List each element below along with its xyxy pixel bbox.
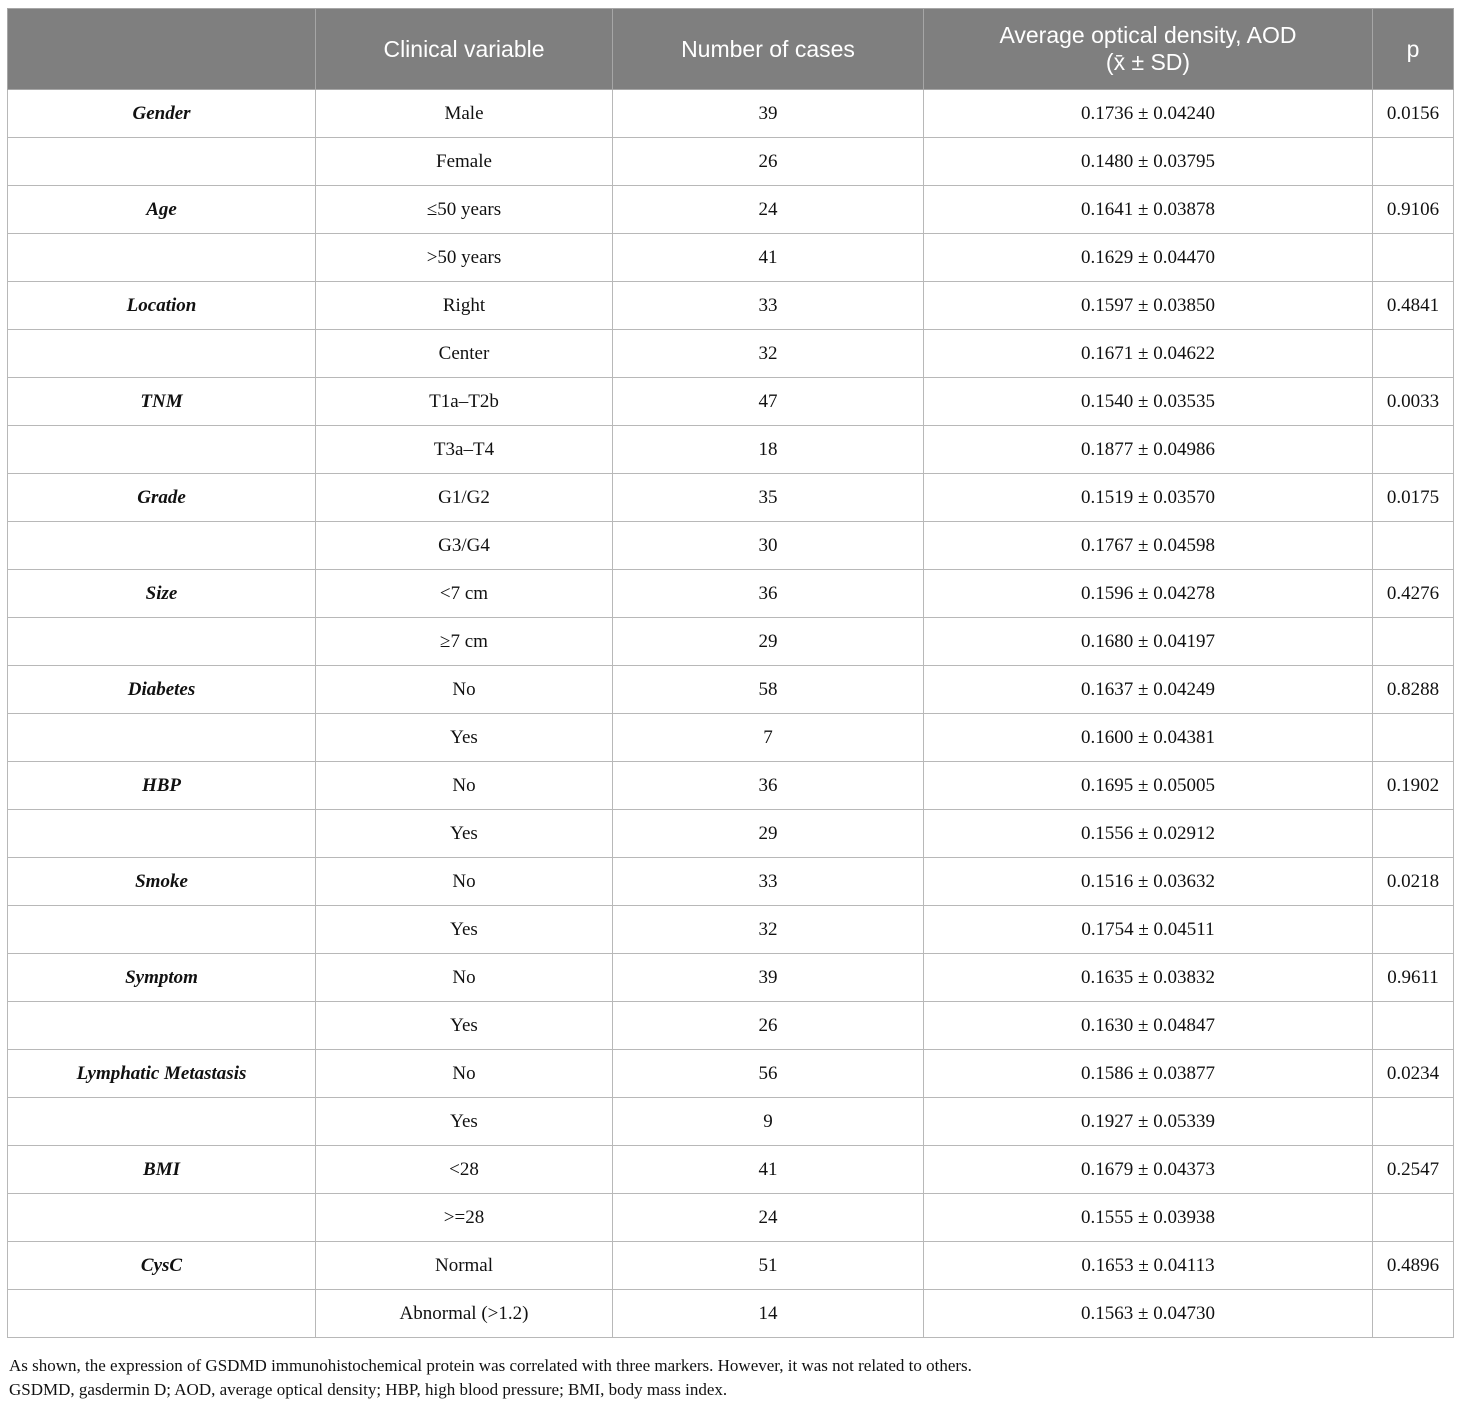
cases-cell: 35 xyxy=(613,474,924,522)
cases-cell: 39 xyxy=(613,90,924,138)
aod-cell: 0.1630 ± 0.04847 xyxy=(924,1002,1373,1050)
cases-cell: 58 xyxy=(613,666,924,714)
cases-cell: 32 xyxy=(613,906,924,954)
table-body xyxy=(8,90,1454,1338)
table-row xyxy=(8,474,1454,522)
cases-cell: 41 xyxy=(613,234,924,282)
variable-cell: HBP xyxy=(8,762,316,810)
p-value-cell: 0.4276 xyxy=(1373,570,1454,618)
cases-cell: 36 xyxy=(613,570,924,618)
table-row xyxy=(8,954,1454,1002)
cases-cell: 29 xyxy=(613,618,924,666)
aod-cell: 0.1877 ± 0.04986 xyxy=(924,426,1373,474)
clinical-variable-cell: No xyxy=(316,1050,613,1098)
p-value-cell: 0.0175 xyxy=(1373,474,1454,522)
variable-cell: Symptom xyxy=(8,954,316,1002)
table-row xyxy=(8,810,1454,858)
clinical-variable-cell: >=28 xyxy=(316,1194,613,1242)
table-row xyxy=(8,522,1454,570)
clinical-variable-cell: Female xyxy=(316,138,613,186)
variable-cell: BMI xyxy=(8,1146,316,1194)
p-value-cell: 0.0234 xyxy=(1373,1050,1454,1098)
cases-cell: 24 xyxy=(613,1194,924,1242)
clinical-variable-cell: T3a–T4 xyxy=(316,426,613,474)
p-value-cell xyxy=(1373,426,1454,474)
clinical-variable-cell: No xyxy=(316,954,613,1002)
p-value-cell: 0.8288 xyxy=(1373,666,1454,714)
variable-cell: Diabetes xyxy=(8,666,316,714)
cases-cell: 36 xyxy=(613,762,924,810)
header-cell-p: p xyxy=(1373,9,1454,90)
table-row xyxy=(8,330,1454,378)
variable-cell: TNM xyxy=(8,378,316,426)
variable-cell: Location xyxy=(8,282,316,330)
header-cell-clinical-variable: Clinical variable xyxy=(316,9,613,90)
cases-cell: 18 xyxy=(613,426,924,474)
clinical-variable-cell: Yes xyxy=(316,1002,613,1050)
table-row xyxy=(8,1050,1454,1098)
table-row xyxy=(8,762,1454,810)
table-row xyxy=(8,1002,1454,1050)
aod-cell: 0.1480 ± 0.03795 xyxy=(924,138,1373,186)
variable-cell xyxy=(8,906,316,954)
cases-cell: 32 xyxy=(613,330,924,378)
cases-cell: 47 xyxy=(613,378,924,426)
variable-cell: Size xyxy=(8,570,316,618)
cases-cell: 24 xyxy=(613,186,924,234)
aod-cell: 0.1635 ± 0.03832 xyxy=(924,954,1373,1002)
table-row xyxy=(8,90,1454,138)
table-row xyxy=(8,234,1454,282)
variable-cell xyxy=(8,138,316,186)
variable-cell xyxy=(8,618,316,666)
clinical-variable-cell: T1a–T2b xyxy=(316,378,613,426)
variable-cell: Lymphatic Metastasis xyxy=(8,1050,316,1098)
p-value-cell xyxy=(1373,810,1454,858)
aod-cell: 0.1653 ± 0.04113 xyxy=(924,1242,1373,1290)
variable-cell xyxy=(8,1290,316,1338)
clinical-variable-cell: Yes xyxy=(316,1098,613,1146)
clinical-variable-cell: Male xyxy=(316,90,613,138)
aod-cell: 0.1519 ± 0.03570 xyxy=(924,474,1373,522)
cases-cell: 26 xyxy=(613,1002,924,1050)
clinical-variable-cell: No xyxy=(316,858,613,906)
table-row xyxy=(8,714,1454,762)
p-value-cell xyxy=(1373,618,1454,666)
cases-cell: 56 xyxy=(613,1050,924,1098)
p-value-cell: 0.0156 xyxy=(1373,90,1454,138)
cases-cell: 9 xyxy=(613,1098,924,1146)
table-row xyxy=(8,906,1454,954)
aod-cell: 0.1736 ± 0.04240 xyxy=(924,90,1373,138)
p-value-cell: 0.4896 xyxy=(1373,1242,1454,1290)
table-row xyxy=(8,1194,1454,1242)
variable-cell xyxy=(8,714,316,762)
p-value-cell xyxy=(1373,1194,1454,1242)
clinical-variable-cell: Abnormal (>1.2) xyxy=(316,1290,613,1338)
p-value-cell: 0.0033 xyxy=(1373,378,1454,426)
clinical-variable-cell: Yes xyxy=(316,906,613,954)
table-row xyxy=(8,1098,1454,1146)
p-value-cell xyxy=(1373,522,1454,570)
variable-cell: Grade xyxy=(8,474,316,522)
table-row xyxy=(8,138,1454,186)
clinical-variable-cell: ≥7 cm xyxy=(316,618,613,666)
footnote-summary: As shown, the expression of GSDMD immunohistochemical protein was correlated with three markers. However, it was not related to others. xyxy=(9,1356,972,1375)
cases-cell: 29 xyxy=(613,810,924,858)
p-value-cell xyxy=(1373,1098,1454,1146)
cases-cell: 30 xyxy=(613,522,924,570)
table-row xyxy=(8,1290,1454,1338)
aod-cell: 0.1680 ± 0.04197 xyxy=(924,618,1373,666)
table-row xyxy=(8,378,1454,426)
clinical-variable-cell: No xyxy=(316,666,613,714)
aod-cell: 0.1556 ± 0.02912 xyxy=(924,810,1373,858)
p-value-cell xyxy=(1373,234,1454,282)
variable-cell xyxy=(8,522,316,570)
variable-cell xyxy=(8,234,316,282)
aod-cell: 0.1597 ± 0.03850 xyxy=(924,282,1373,330)
p-value-cell xyxy=(1373,138,1454,186)
aod-cell: 0.1555 ± 0.03938 xyxy=(924,1194,1373,1242)
cases-cell: 41 xyxy=(613,1146,924,1194)
variable-cell xyxy=(8,1194,316,1242)
header-cell-number-of-cases: Number of cases xyxy=(613,9,924,90)
table-row xyxy=(8,1146,1454,1194)
variable-cell xyxy=(8,1098,316,1146)
p-value-cell: 0.1902 xyxy=(1373,762,1454,810)
aod-cell: 0.1540 ± 0.03535 xyxy=(924,378,1373,426)
table-row xyxy=(8,426,1454,474)
variable-cell: Smoke xyxy=(8,858,316,906)
p-value-cell: 0.9611 xyxy=(1373,954,1454,1002)
aod-cell: 0.1927 ± 0.05339 xyxy=(924,1098,1373,1146)
aod-cell: 0.1586 ± 0.03877 xyxy=(924,1050,1373,1098)
clinical-variable-cell: >50 years xyxy=(316,234,613,282)
aod-cell: 0.1641 ± 0.03878 xyxy=(924,186,1373,234)
table-row xyxy=(8,282,1454,330)
cases-cell: 26 xyxy=(613,138,924,186)
variable-cell xyxy=(8,426,316,474)
p-value-cell: 0.4841 xyxy=(1373,282,1454,330)
p-value-cell xyxy=(1373,330,1454,378)
clinical-variable-cell: <28 xyxy=(316,1146,613,1194)
p-value-cell: 0.2547 xyxy=(1373,1146,1454,1194)
aod-cell: 0.1629 ± 0.04470 xyxy=(924,234,1373,282)
variable-cell xyxy=(8,330,316,378)
cases-cell: 7 xyxy=(613,714,924,762)
p-value-cell xyxy=(1373,1002,1454,1050)
p-value-cell: 0.9106 xyxy=(1373,186,1454,234)
p-value-cell xyxy=(1373,906,1454,954)
p-value-cell xyxy=(1373,714,1454,762)
aod-cell: 0.1754 ± 0.04511 xyxy=(924,906,1373,954)
table-row xyxy=(8,570,1454,618)
aod-cell: 0.1767 ± 0.04598 xyxy=(924,522,1373,570)
header-aod-title: Average optical density, AOD xyxy=(999,22,1297,48)
aod-cell: 0.1671 ± 0.04622 xyxy=(924,330,1373,378)
table-row xyxy=(8,618,1454,666)
clinical-variable-cell: <7 cm xyxy=(316,570,613,618)
clinical-variable-cell: Center xyxy=(316,330,613,378)
footnote-abbreviations: GSDMD, gasdermin D; AOD, average optical density; HBP, high blood pressure; BMI, body mass index. xyxy=(9,1380,728,1399)
clinical-variable-cell: Yes xyxy=(316,714,613,762)
aod-cell: 0.1563 ± 0.04730 xyxy=(924,1290,1373,1338)
results-table xyxy=(7,8,1454,1338)
header-row xyxy=(8,9,1454,90)
table-row xyxy=(8,186,1454,234)
clinical-variable-cell: G1/G2 xyxy=(316,474,613,522)
table-row xyxy=(8,1242,1454,1290)
cases-cell: 51 xyxy=(613,1242,924,1290)
table-footnotes xyxy=(9,1354,1449,1402)
variable-cell xyxy=(8,810,316,858)
header-aod-subline: (x̄ ± SD) xyxy=(1105,49,1191,75)
variable-cell: CysC xyxy=(8,1242,316,1290)
header-cell-aod xyxy=(924,9,1373,90)
aod-cell: 0.1600 ± 0.04381 xyxy=(924,714,1373,762)
table-row xyxy=(8,666,1454,714)
clinical-variable-cell: G3/G4 xyxy=(316,522,613,570)
clinical-variable-cell: Right xyxy=(316,282,613,330)
table-row xyxy=(8,858,1454,906)
clinical-variable-cell: No xyxy=(316,762,613,810)
aod-cell: 0.1637 ± 0.04249 xyxy=(924,666,1373,714)
p-value-cell xyxy=(1373,1290,1454,1338)
clinical-variable-cell: Normal xyxy=(316,1242,613,1290)
clinical-variable-cell: Yes xyxy=(316,810,613,858)
aod-cell: 0.1679 ± 0.04373 xyxy=(924,1146,1373,1194)
aod-cell: 0.1695 ± 0.05005 xyxy=(924,762,1373,810)
header-cell-variable-group xyxy=(8,9,316,90)
aod-cell: 0.1596 ± 0.04278 xyxy=(924,570,1373,618)
cases-cell: 14 xyxy=(613,1290,924,1338)
cases-cell: 33 xyxy=(613,858,924,906)
variable-cell: Gender xyxy=(8,90,316,138)
cases-cell: 33 xyxy=(613,282,924,330)
clinical-variable-cell: ≤50 years xyxy=(316,186,613,234)
variable-cell: Age xyxy=(8,186,316,234)
cases-cell: 39 xyxy=(613,954,924,1002)
p-value-cell: 0.0218 xyxy=(1373,858,1454,906)
variable-cell xyxy=(8,1002,316,1050)
aod-cell: 0.1516 ± 0.03632 xyxy=(924,858,1373,906)
